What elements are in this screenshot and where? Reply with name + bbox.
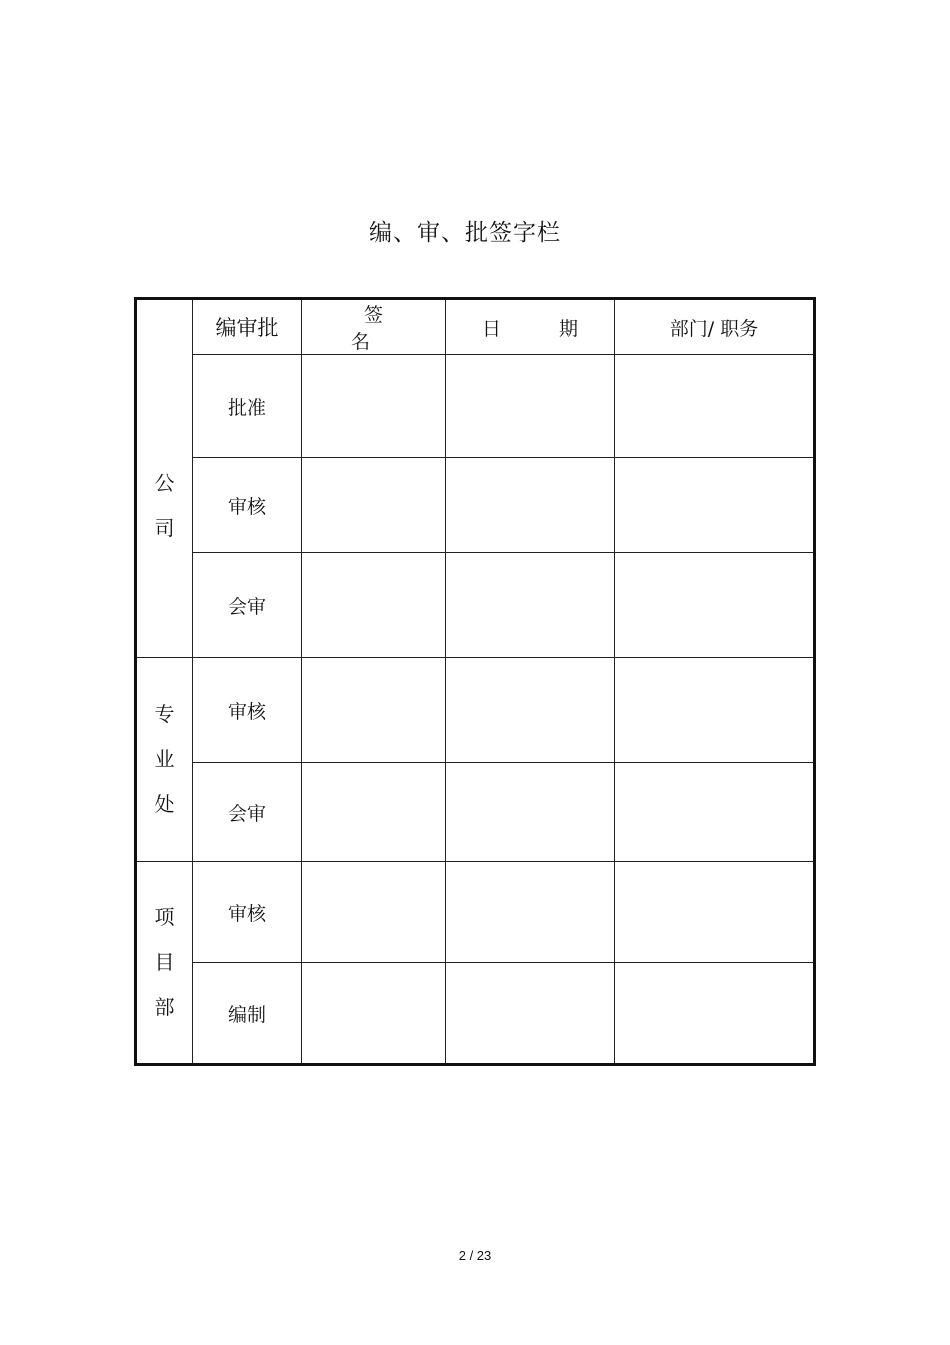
- dept-cell[interactable]: [615, 963, 815, 1065]
- dept-cell[interactable]: [615, 763, 815, 862]
- sign-cell[interactable]: [302, 963, 446, 1065]
- group-label-project-department: 项 目 部: [136, 862, 193, 1065]
- date-cell[interactable]: [446, 458, 615, 553]
- header-date: 日 期: [446, 299, 615, 355]
- sign-cell[interactable]: [302, 763, 446, 862]
- table-row: [136, 553, 815, 658]
- role-cell: 审核: [193, 862, 302, 963]
- date-cell[interactable]: [446, 553, 615, 658]
- sign-cell[interactable]: [302, 458, 446, 553]
- table-row: [136, 458, 815, 553]
- role-cell: 审核: [193, 658, 302, 763]
- table-row: [136, 763, 815, 862]
- date-cell[interactable]: [446, 355, 615, 458]
- role-cell: 编制: [193, 963, 302, 1065]
- dept-cell[interactable]: [615, 355, 815, 458]
- group-label-company: 公 司: [136, 355, 193, 658]
- role-cell: 会审: [193, 553, 302, 658]
- sign-cell[interactable]: [302, 658, 446, 763]
- sign-cell[interactable]: [302, 862, 446, 963]
- group-label-specialty-office: 专 业 处: [136, 658, 193, 862]
- header-sign: 签 名: [302, 299, 446, 355]
- page-number: 2 / 23: [458, 1248, 492, 1263]
- dept-cell[interactable]: [615, 658, 815, 763]
- header-role: 编审批: [193, 299, 302, 355]
- date-cell[interactable]: [446, 862, 615, 963]
- document-title: 编、审、批签字栏: [369, 220, 561, 246]
- group-header-cell: [136, 299, 193, 355]
- role-cell: 批准: [193, 355, 302, 458]
- date-cell[interactable]: [446, 763, 615, 862]
- sign-cell[interactable]: [302, 553, 446, 658]
- approval-signature-table: [134, 297, 816, 1066]
- dept-cell[interactable]: [615, 862, 815, 963]
- dept-cell[interactable]: [615, 458, 815, 553]
- dept-cell[interactable]: [615, 553, 815, 658]
- table-row: [136, 658, 815, 763]
- table-row: [136, 963, 815, 1065]
- table-header-row: [136, 299, 815, 355]
- table-row: [136, 355, 815, 458]
- sign-cell[interactable]: [302, 355, 446, 458]
- role-cell: 审核: [193, 458, 302, 553]
- table-row: [136, 862, 815, 963]
- role-cell: 会审: [193, 763, 302, 862]
- date-cell[interactable]: [446, 658, 615, 763]
- header-dept: 部门/ 职务: [615, 299, 815, 355]
- date-cell[interactable]: [446, 963, 615, 1065]
